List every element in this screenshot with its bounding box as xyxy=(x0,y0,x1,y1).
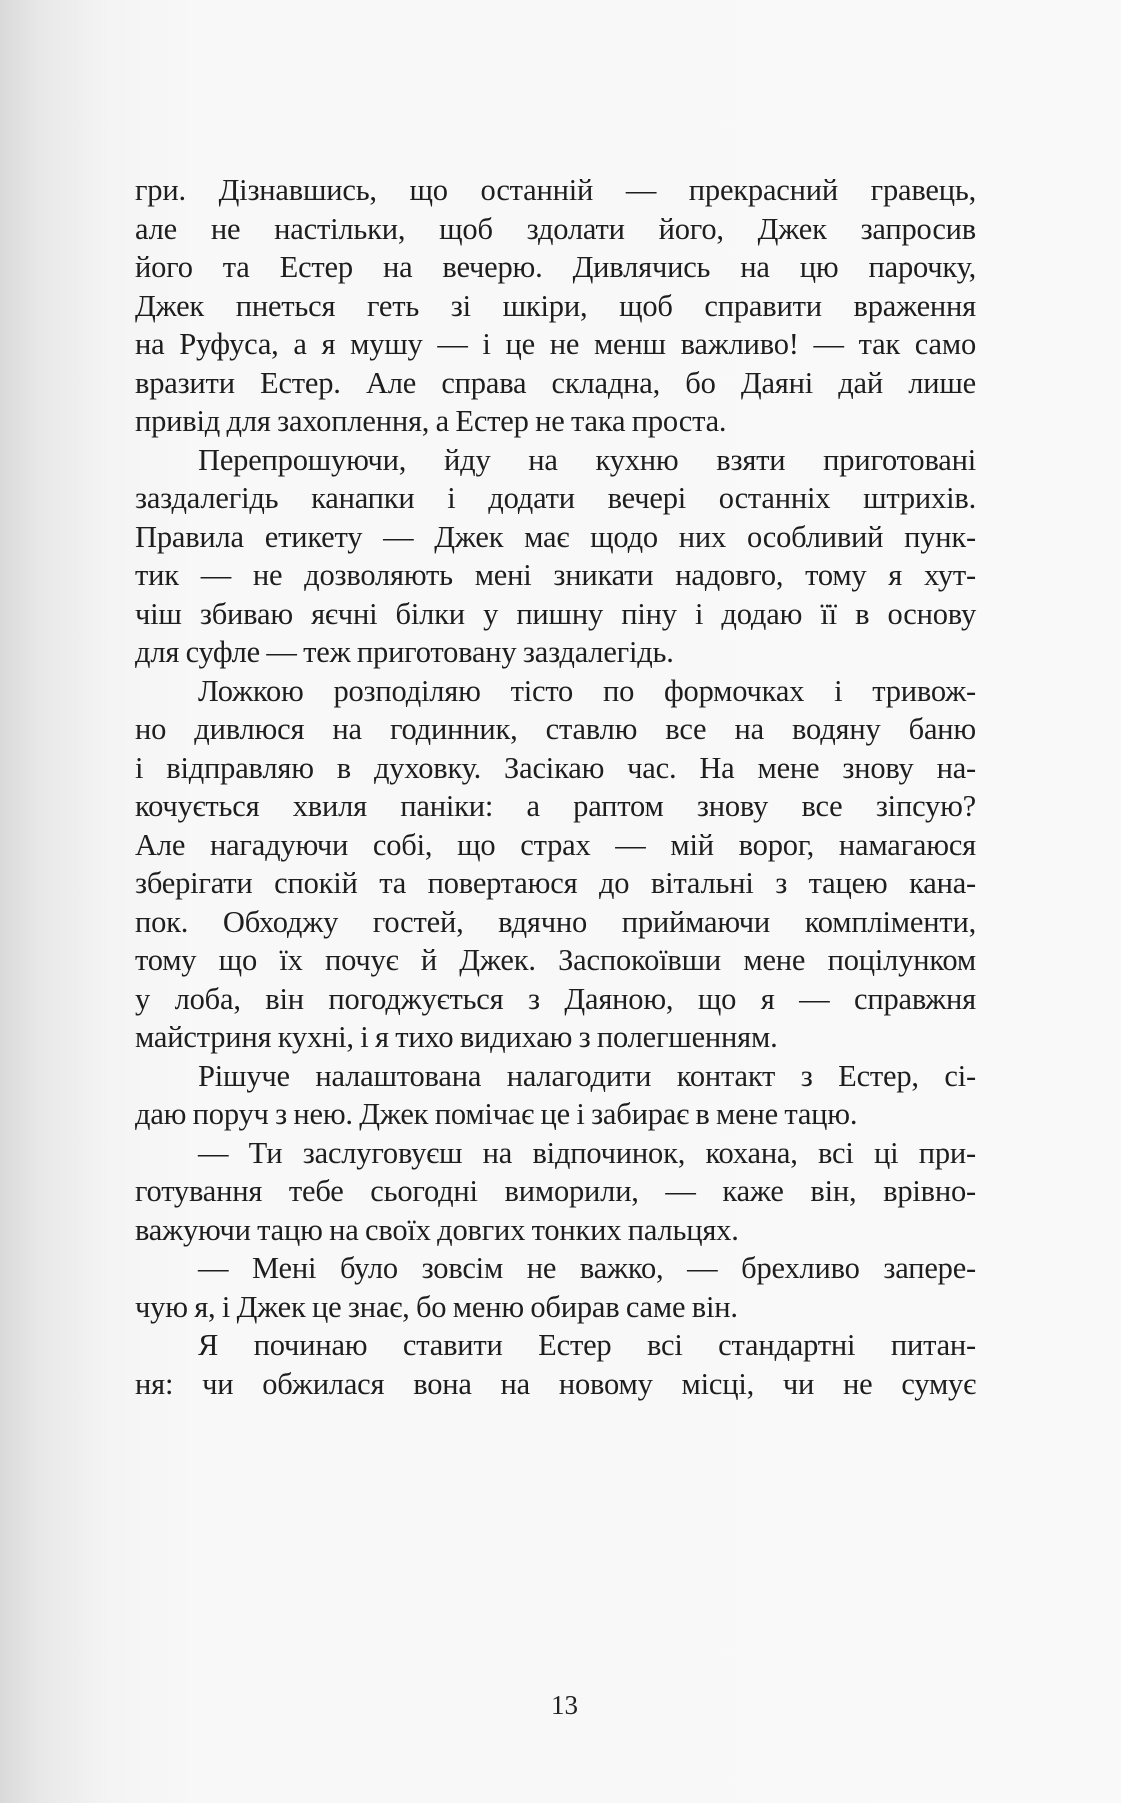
paragraph-first-line: Я починаю ставити Естер всі стандартні питан- xyxy=(198,1328,976,1362)
paragraph-first-line: Рішуче налаштована налагодити контакт з Естер, сі- xyxy=(198,1058,976,1093)
text-line: Правила етикету — Джек має щодо них особливий пунк- xyxy=(135,519,976,554)
text-line: тому що їх почує й Джек. Заспокоївши мене поцілунком xyxy=(135,943,976,977)
paragraph-first-line: Перепрошуючи, йду на кухню взяти приготовані xyxy=(198,442,976,477)
text-line: для суфле — теж приготовану заздалегідь. xyxy=(135,635,674,669)
text-line: Джек пнеться геть зі шкіри, щоб справити враження xyxy=(135,288,976,323)
text-line: даю поруч з нею. Джек помічає це і забирає в мене тацю. xyxy=(135,1097,858,1131)
text-line: готування тебе сьогодні виморили, — каже він, врівно- xyxy=(135,1174,976,1208)
text-line: чіш збиваю яєчні білки у пишну піну і додаю її в основу xyxy=(135,596,976,631)
text-line: Але нагадуючи собі, що страх — мій ворог, намагаюся xyxy=(135,827,976,862)
text-line: у лоба, він погоджується з Даяною, що я — справжня xyxy=(135,981,976,1016)
text-line: вразити Естер. Але справа складна, бо Даяні дай лише xyxy=(135,365,976,400)
text-line: і відправляю в духовку. Засікаю час. На мене знову на- xyxy=(135,750,976,785)
text-line: тик — не дозволяють мені зникати надовго, тому я хут- xyxy=(135,558,976,592)
text-line: його та Естер на вечерю. Дивлячись на цю парочку, xyxy=(135,250,976,284)
text-line: майстриня кухні, і я тихо видихаю з полегшенням. xyxy=(135,1020,778,1054)
text-line: чую я, і Джек це знає, бо меню обирав саме він. xyxy=(135,1289,738,1324)
text-line: но дивлюся на годинник, ставлю все на водяну баню xyxy=(135,712,976,746)
text-line: на Руфуса, а я мушу — і це не менш важливо! — так само xyxy=(135,327,976,361)
paragraph-first-line: Ложкою розподіляю тісто по формочках і тривож- xyxy=(198,673,976,708)
page-number: 13 xyxy=(551,1690,578,1720)
text-line: кочується хвиля паніки: а раптом знову все зіпсую? xyxy=(135,789,976,823)
text-line: гри. Дізнавшись, що останній — прекрасний гравець, xyxy=(135,173,976,207)
paragraph-first-line: — Ти заслуговуєш на відпочинок, кохана, всі ці при- xyxy=(198,1135,976,1170)
text-line: заздалегідь канапки і додати вечері останніх штрихів. xyxy=(135,481,976,515)
text-line: привід для захоплення, а Естер не така проста. xyxy=(135,404,727,438)
text-line: але не настільки, щоб здолати його, Джек запросив xyxy=(135,211,976,246)
text-line: пок. Обходжу гостей, вдячно приймаючи компліменти, xyxy=(135,904,976,939)
body-text xyxy=(135,171,976,1403)
text-line: ня: чи обжилася вона на новому місці, чи не сумує xyxy=(135,1366,976,1401)
text-line: важуючи тацю на своїх довгих тонких пальцях. xyxy=(135,1212,739,1247)
paragraph-first-line: — Мені було зовсім не важко, — брехливо запере- xyxy=(198,1251,976,1285)
text-line: зберігати спокій та повертаюся до вітальні з тацею кана- xyxy=(135,866,976,900)
